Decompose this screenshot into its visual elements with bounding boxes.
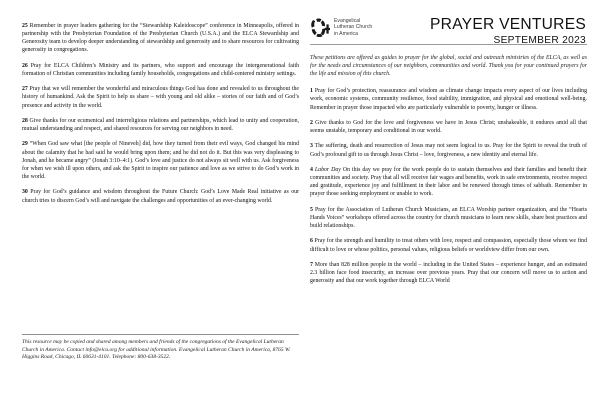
prayer-item-text: Remember in prayer leaders gathering for the “Stewardship Kaleidoscope” conference in Minneapolis, offered in partnership with the Presbyterian Foundation of the Presbyterian Church (U.S.A.) and the ELCA Stewardship and Generosity team to develop deeper understanding of stewardship and generosity and to share resources for cultivating generosity in congregations. xyxy=(22,23,299,54)
prayer-item xyxy=(22,62,299,78)
prayer-item-number: 30 xyxy=(22,189,28,196)
prayer-item-text: On this day we pray for the work people do to sustain themselves and their families and benefit their communities and society. Pray that all will receive fair wages and benefits, work in safe environments, receive respect and gratitude, experience joy and fulfillment in their labor and be renewed through times of sabbath. Remember in prayer those seeking employment or unable to work. xyxy=(310,166,587,198)
masthead xyxy=(310,0,587,46)
elca-brand-wordmark xyxy=(334,17,372,37)
prayer-item-number: 26 xyxy=(22,62,28,69)
prayer-item-number: 5 xyxy=(310,206,313,213)
right-column xyxy=(310,0,587,400)
prayer-item-emphasis: Labor Day xyxy=(314,166,341,173)
prayer-item xyxy=(22,22,299,55)
prayer-item xyxy=(22,140,299,181)
prayer-item-number: 1 xyxy=(310,88,313,95)
prayer-item-text: Pray for God’s protection, reassurance and wisdom as climate change impacts every aspect of our lives including work, economic systems, community resilience, food stability, immigration, and physical and emotional well-being. Remember in prayer those impacted who are particularly vulnerable to poverty, hunger or illness. xyxy=(310,88,587,111)
prayer-item-text: Pray for the strength and humility to treat others with love, respect and compassion, especially those whom we find difficult to love or whose politics, personal values, religious beliefs or worldview differ from our own. xyxy=(310,238,587,253)
prayer-item xyxy=(310,237,587,253)
prayer-item-text: The suffering, death and resurrection of Jesus may not seem logical to us. Pray for the Spirit to reveal the truth of God’s profound gift to us through Jesus Christ – love, forgiveness, a new identity and eternal life. xyxy=(310,143,588,158)
prayer-item-text: Give thanks to God for the love and forgiveness we have in Jesus Christ; unshakeable, it endures amid all that seems unstable, temporary and conditional in our world. xyxy=(310,119,587,135)
prayer-item-text: Pray for ELCA Children’s Ministry and its partners, who support and encourage the intergenerational faith formation of Christian communities including family households, congregations and child-centered ministry settings. xyxy=(22,62,299,77)
resource-sharing-note: This resource may be copied and shared among members and friends of the congregations of the Evangelical Lutheran Church in America. Contact info@elca.org for additional information. Evangelical Lutheran Church in America, 8765 W. Higgins Road, Chicago, IL 60631-4101. Telephone: 800-638-3522. xyxy=(22,334,299,362)
prayer-item-number: 2 xyxy=(310,119,313,126)
brand-line-2: Lutheran Church xyxy=(334,24,373,31)
prayer-item-text: “When God saw what [the people of Nineveh] did, how they turned from their evil ways, God changed his mind about the calamity that he had said he would bring upon them; and he did not do it. But this was very displeasing to Jonah, and he became angry” (Jonah 3:10–4:1). God’s love and justice do not always sit well with us. Ask forgiveness for when we wish ill upon others, and ask the Spirit to inspire our patience and love as we strive to do God’s work in the world. xyxy=(22,141,299,181)
prayer-item-text: Pray for God’s guidance and wisdom throughout the Future Church: God’s Love Made Real initiative as our church tries to discern God’s will and navigate the challenges and opportunities of an ever-changing world. xyxy=(22,189,299,204)
page-subtitle: SEPTEMBER 2023 xyxy=(493,35,586,46)
prayer-item xyxy=(22,117,299,133)
prayer-item xyxy=(310,87,587,111)
prayer-item xyxy=(22,85,299,109)
elca-cross-globe-logo-icon xyxy=(310,18,330,40)
prayer-item-text: Give thanks for our ecumenical and interreligious relations and partnerships, which lead to unity and cooperation, mutual understanding and respect, and shared resources for serving our neighbors in need. xyxy=(22,117,299,133)
brand-line-1: Evangelical xyxy=(334,18,361,24)
prayer-item-text: Pray for the Association of Lutheran Church Musicians, an ELCA Worship partner organization, and the “Hearts Hands Voices” workshops offered across the country for church musicians to learn new skills, share best practices and build relationships. xyxy=(310,206,587,230)
prayer-item-number: 4 xyxy=(310,166,313,173)
brand-line-3: in America xyxy=(334,30,358,37)
prayer-item xyxy=(310,142,587,158)
prayer-item-text: More than 828 million people in the world – including in the United States – experience hunger, and an estimated 2.3 billion face food insecurity, an increase over previous years. Pray that our concern will move us to action and generosity and that our work together through ELCA World xyxy=(310,261,587,285)
prayer-item xyxy=(310,119,587,135)
intro-paragraph: These petitions are offered as guides to prayer for the global, social and outreach ministries of the ELCA, as well as for the needs and circumstances of our neighbors, communities and world. Thank you for your continued prayers for the life and mission of this church. xyxy=(310,55,587,78)
title-block xyxy=(430,17,587,47)
prayer-item-number: 29 xyxy=(22,141,28,148)
prayer-item-number: 27 xyxy=(22,86,28,93)
elca-brand xyxy=(310,17,372,40)
right-prayer-list xyxy=(310,87,587,285)
page-title: PRAYER VENTURES xyxy=(430,16,586,33)
left-prayer-list xyxy=(22,22,299,205)
prayer-item-number: 7 xyxy=(310,261,313,268)
prayer-item-number: 6 xyxy=(310,238,313,245)
prayer-item-number: 25 xyxy=(22,23,28,29)
prayer-item-text: Pray that we will remember the wonderful and miraculous things God has done and revealed to us throughout the history of humankind. Ask the Spirit to help us share – with young and old alike – stories of our faith and of God’s presence and activity in the world. xyxy=(22,86,299,109)
left-column xyxy=(22,0,299,400)
prayer-item xyxy=(310,166,587,199)
prayer-item-number: 3 xyxy=(310,143,313,150)
prayer-item-number: 28 xyxy=(22,117,28,124)
prayer-item xyxy=(22,188,299,204)
prayer-item xyxy=(310,261,587,285)
prayer-item xyxy=(310,206,587,230)
